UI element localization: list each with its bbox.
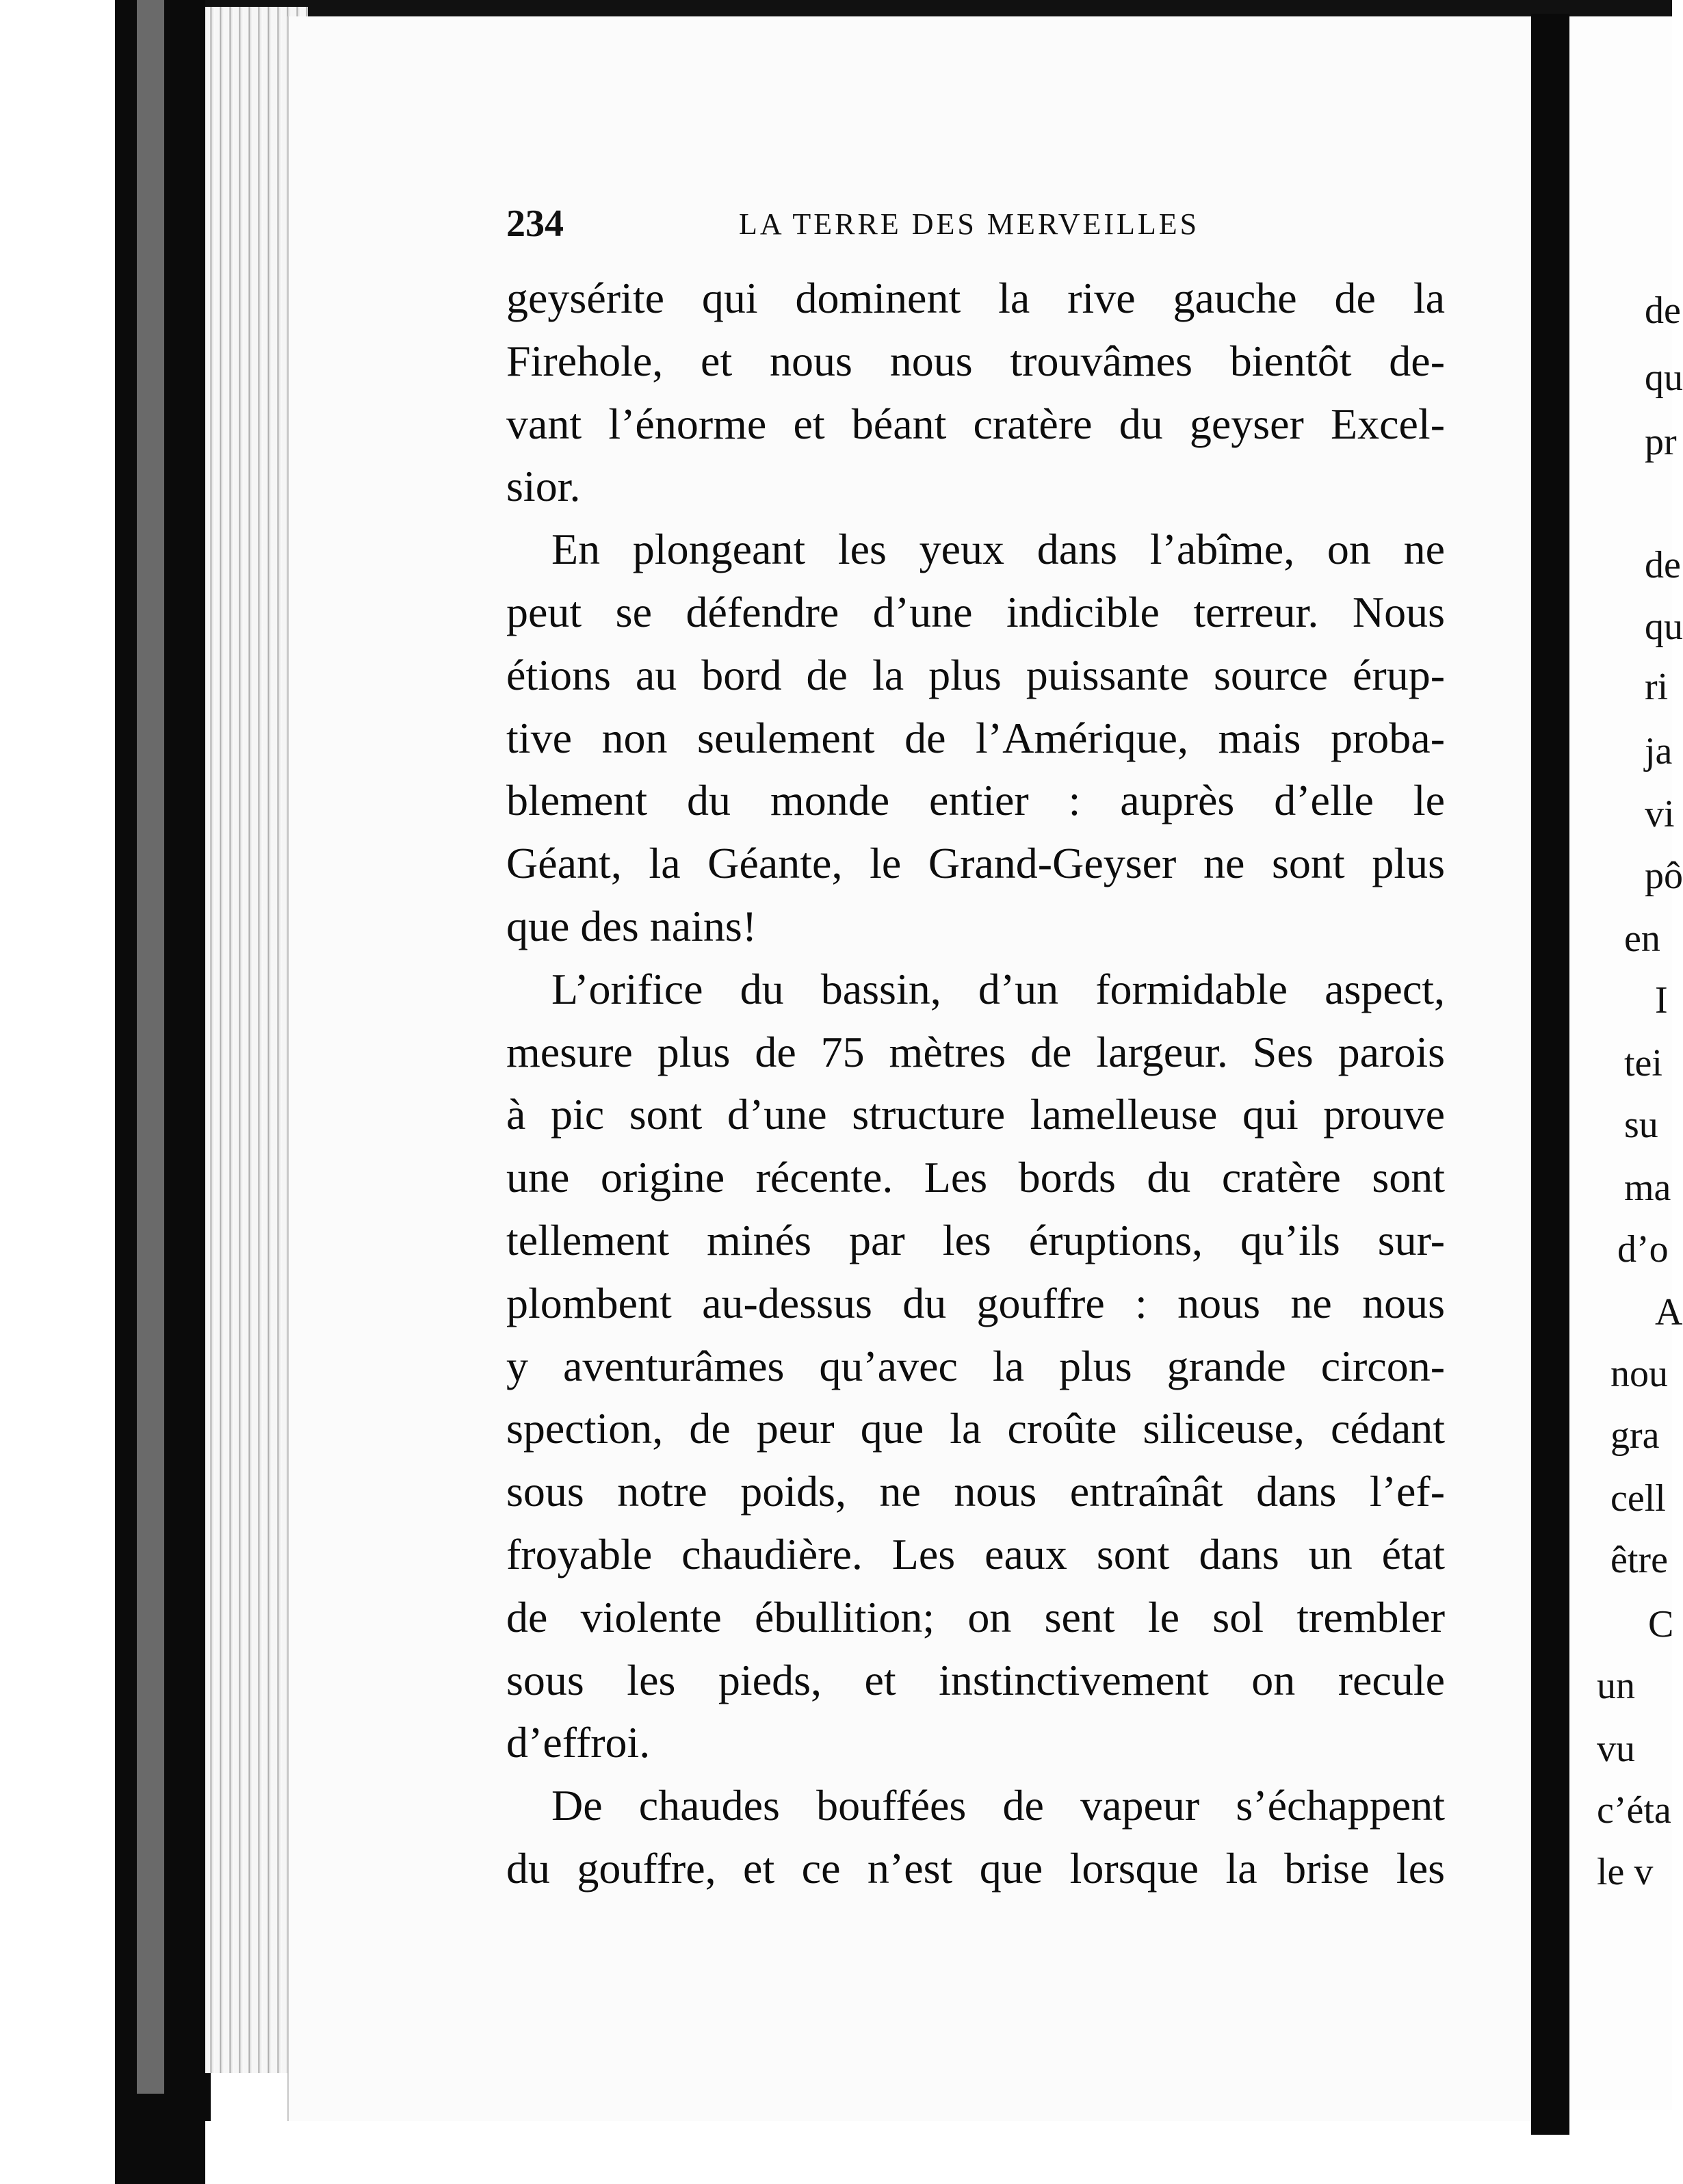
adjacent-page-fragment: qu (1645, 356, 1683, 399)
scan-left-margin (0, 0, 116, 2184)
text-line: mesure plus de 75 mètres de largeur. Ses parois (506, 1027, 1445, 1076)
text-line: une origine récente. Les bords du cratère sont (506, 1153, 1445, 1202)
adjacent-page-fragment: I (1655, 979, 1668, 1022)
text-line: étions au bord de la plus puissante source érup- (506, 650, 1445, 699)
text-line: spection, de peur que la croûte siliceuse, cédant (506, 1404, 1445, 1453)
text-line: Géant, la Géante, le Grand-Geyser ne sont plus (506, 839, 1445, 888)
adjacent-page-fragment: le v (1597, 1851, 1654, 1893)
text-line: L’orifice du bassin, d’un formidable aspect, (551, 964, 1445, 1013)
text-line: froyable chaudière. Les eaux sont dans un état (506, 1529, 1445, 1578)
adjacent-page-fragment: gra (1610, 1414, 1660, 1457)
adjacent-page-fragment: su (1624, 1104, 1658, 1146)
text-line: vant l’énorme et béant cratère du geyser Excel- (506, 399, 1445, 448)
text-line: de violente ébullition; on sent le sol trembler (506, 1592, 1445, 1641)
adjacent-page-fragment: ma (1624, 1167, 1671, 1209)
adjacent-page-fragment: ja (1645, 730, 1673, 772)
text-line: En plongeant les yeux dans l’abîme, on ne (551, 525, 1445, 574)
adjacent-page-fragment: vu (1597, 1728, 1635, 1770)
text-line: y aventurâmes qu’avec la plus grande circon- (506, 1341, 1445, 1390)
text-line: sous les pieds, et instinctivement on recule (506, 1655, 1445, 1704)
adjacent-page-fragment: de (1645, 289, 1681, 332)
text-line: que des nains! (506, 901, 757, 950)
page-number: 234 (506, 203, 564, 245)
adjacent-page-fragment: pr (1645, 421, 1677, 463)
text-line: sior. (506, 462, 581, 511)
text-line: geysérite qui dominent la rive gauche de la (506, 274, 1445, 322)
body-text (506, 267, 1445, 1900)
adjacent-page-fragment: cell (1610, 1477, 1666, 1520)
adjacent-page-fragment: C (1648, 1603, 1674, 1646)
scan-bottom-edge (205, 2121, 1532, 2184)
page-gutter (1531, 14, 1569, 2135)
adjacent-page-fragment: pô (1645, 855, 1683, 897)
text-line: tellement minés par les éruptions, qu’ils sur- (506, 1215, 1445, 1264)
text-line: d’effroi. (506, 1718, 651, 1767)
adjacent-page-fragment: d’o (1617, 1228, 1669, 1271)
adjacent-page-fragment: de (1645, 544, 1681, 586)
text-line: peut se défendre d’une indicible terreur. Nous (506, 587, 1445, 636)
adjacent-page-fragment: un (1597, 1665, 1635, 1707)
adjacent-page-fragment: vi (1645, 793, 1675, 835)
running-head (506, 200, 1218, 248)
adjacent-page-fragment: tei (1624, 1042, 1662, 1084)
text-line: Firehole, et nous nous trouvâmes bientôt de- (506, 336, 1445, 385)
adjacent-page (1569, 16, 1683, 2110)
text-line: plombent au-dessus du gouffre : nous ne nous (506, 1278, 1445, 1327)
adjacent-page-fragment: nou (1610, 1353, 1668, 1395)
adjacent-page-fragment: être (1610, 1539, 1668, 1581)
running-title: LA TERRE DES MERVEILLES (739, 207, 1200, 241)
adjacent-page-fragment: A (1655, 1291, 1683, 1334)
text-line: du gouffre, et ce n’est que lorsque la brise les (506, 1843, 1445, 1893)
adjacent-page-fragment: ri (1645, 666, 1669, 708)
text-line: De chaudes bouffées de vapeur s’échappent (551, 1781, 1445, 1830)
text-line: sous notre poids, ne nous entraînât dans l’ef- (506, 1467, 1445, 1516)
adjacent-page-fragment: en (1624, 918, 1660, 960)
text-line: blement du monde entier : auprès d’elle le (506, 776, 1445, 825)
binding-edge (137, 0, 164, 2094)
text-line: tive non seulement de l’Amérique, mais proba- (506, 713, 1445, 762)
adjacent-page-fragment: qu (1645, 606, 1683, 648)
text-line: à pic sont d’une structure lamelleuse qui prouve (506, 1090, 1445, 1139)
scan-top-edge (205, 0, 1672, 16)
adjacent-page-fragment: c’éta (1597, 1789, 1671, 1832)
